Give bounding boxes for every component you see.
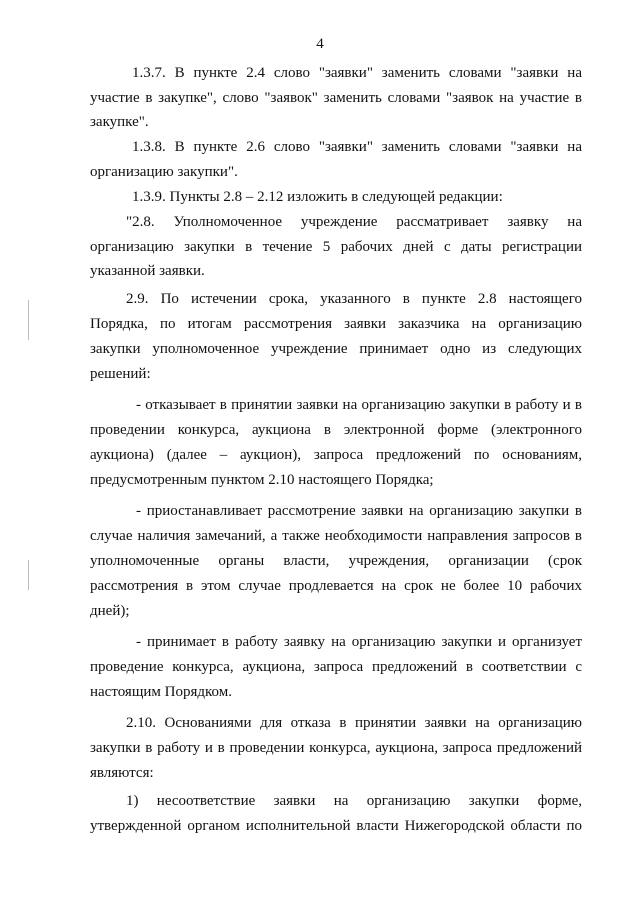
scan-margin-mark	[28, 560, 29, 590]
text-line: 1.3.9. Пункты 2.8 – 2.12 изложить в следующей редакции:	[132, 189, 503, 205]
text-line: аукциона) (далее – аукцион), запроса предложений по основаниям,	[90, 447, 582, 463]
text-line: 1.3.8. В пункте 2.6 слово "заявки" заменить словами "заявки на	[132, 139, 582, 155]
text-line: 1) несоответствие заявки на организацию закупки форме,	[126, 793, 582, 809]
text-line: рассмотрения в этом случае продлевается на срок не более 10 рабочих	[90, 578, 582, 594]
text-line: проведение конкурса, аукциона, запроса предложений в соответствии с	[90, 659, 582, 675]
text-line: закупки уполномоченное учреждение принимает одно из следующих	[90, 341, 582, 357]
text-line: - отказывает в принятии заявки на организацию закупки в работу и в	[136, 397, 582, 413]
text-line: участие в закупке", слово "заявок" заменить словами "заявок на участие в	[90, 90, 582, 106]
scan-margin-mark	[28, 300, 29, 340]
text-line: закупки в работу и в проведении конкурса, аукциона, запроса предложений	[90, 740, 582, 756]
text-line: 2.9. По истечении срока, указанного в пункте 2.8 настоящего	[126, 291, 582, 307]
text-line: 1.3.7. В пункте 2.4 слово "заявки" заменить словами "заявки на	[132, 65, 582, 81]
text-line: уполномоченные органы власти, учреждения, организации (срок	[90, 553, 582, 569]
text-line: предусмотренным пунктом 2.10 настоящего Порядка;	[90, 472, 434, 488]
text-line: - приостанавливает рассмотрение заявки на организацию закупки в	[136, 503, 582, 519]
text-line: случае наличия замечаний, а также необходимости направления запросов в	[90, 528, 582, 544]
text-line: организацию закупки в течение 5 рабочих дней с даты регистрации	[90, 239, 582, 255]
text-line: организацию закупки".	[90, 164, 238, 180]
text-line: настоящим Порядком.	[90, 684, 232, 700]
text-line: закупке".	[90, 114, 149, 130]
text-line: - принимает в работу заявку на организацию закупки и организует	[136, 634, 582, 650]
text-line: являются:	[90, 765, 154, 781]
text-line: "2.8. Уполномоченное учреждение рассматривает заявку на	[126, 214, 582, 230]
text-line: дней);	[90, 603, 130, 619]
text-line: утвержденной органом исполнительной власти Нижегородской области по	[90, 818, 582, 834]
text-line: Порядка, по итогам рассмотрения заявки заказчика на организацию	[90, 316, 582, 332]
page-number: 4	[316, 36, 324, 52]
text-line: решений:	[90, 366, 151, 382]
text-line: указанной заявки.	[90, 263, 205, 279]
text-line: 2.10. Основаниями для отказа в принятии заявки на организацию	[126, 715, 582, 731]
text-line: проведении конкурса, аукциона в электронной форме (электронного	[90, 422, 582, 438]
